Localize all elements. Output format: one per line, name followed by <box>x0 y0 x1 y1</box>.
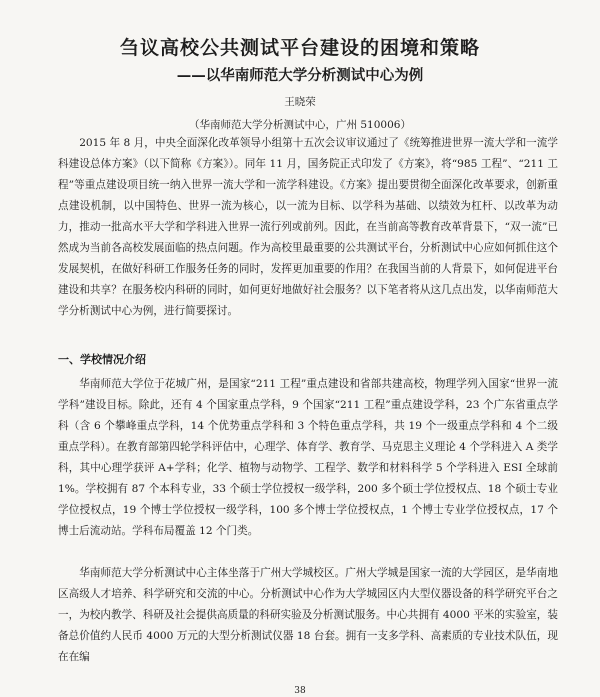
intro-paragraph: 2015 年 8 月，中央全面深化改革领导小组第十五次会议审议通过了《统筹推进世界一流大学和一流学科建设总体方案》（以下简称《方案》）。同年 11 月，国务院正式印发了《方案》，将“985 工程”、“211 工程”等重点建设项目统一纳入世界一流大学和一流学科建设。《方案》提出要贯彻全面深化改革要求，创新重点建设机制，以中国特色、世界一流为核心，以一流为目标、以学科为基础、以绩效为杠杆、以改革为动力，推动一批高水平大学和学科进入世界一流行列或前列。因此，在当前高等教育改革背景下，“双一流”已然成为当前各高校发展面临的热点问题。作为高校里最重要的公共测试平台，分析测试中心应如何抓住这个发展契机，在做好科研工作服务任务的同时，发挥更加重要的作用？在我国当前的人背景下，如何促进平台建设和共享？在服务校内科研的同时，如何更好地做好社会服务？以下笔者将从这几点出发，以华南师范大学分析测试中心为例，进行简要探讨。 <box>58 137 558 317</box>
section-heading: 一、学校情况介绍 <box>58 353 146 366</box>
author-name: 王晓荣 <box>284 96 316 108</box>
paper-subtitle: ——以华南师范大学分析测试中心为例 <box>176 68 424 84</box>
paper-title: 刍议高校公共测试平台建设的困境和策略 <box>119 37 480 59</box>
section-paragraph-1: 华南师范大学位于花城广州，是国家“211 工程”重点建设和省部共建高校，物理学列入国家“世界一流学科”建设目标。除此，还有 4 个国家重点学科，9 个国家“211 工程”重点建设学科，23 个广东省重点学科（含 6 个攀峰重点学科，14 个优势重点学科和 3 个特色重点学科，共 19 个一级重点学科和 4 个二级重点学科）。在教育部第四轮学科评估中，心理学、体育学、教育学、马克思主义理论 4 个学科进入 A 类学科，其中心理学获评 A+学科；化学、植物与动物学、工程学、数学和材料科学 5 个学科进入 ESI 全球前 1%。学校拥有 87 个本科专业，33 个硕士学位授权一级学科，200 多个硕士学位授权点、18 个硕士专业学位授权点，19 个博士学位授权一级学科，100 多个博士学位授权点，1 个博士专业学位授权点，17 个博士后流动站。学科布局覆盖 12 个门类。 <box>58 378 558 537</box>
author-affiliation: （华南师范大学分析测试中心，广州 510006） <box>189 119 411 131</box>
page-number: 38 <box>294 686 306 696</box>
section-paragraph-2: 华南师范大学分析测试中心主体坐落于广州大学城校区。广州大学城是国家一流的大学园区，是华南地区高级人才培养、科学研究和交流的中心。分析测试中心作为大学城园区内大型仪器设备的科学研究平台之一，为校内教学、科研及社会提供高质量的科研实验及分析测试服务。中心共拥有 4000 平米的实验室，装备总价值约人民币 4000 万元的大型分析测试仪器 18 台套。拥有一支多学科、高素质的专业技术队伍，现在在编 <box>58 567 558 663</box>
